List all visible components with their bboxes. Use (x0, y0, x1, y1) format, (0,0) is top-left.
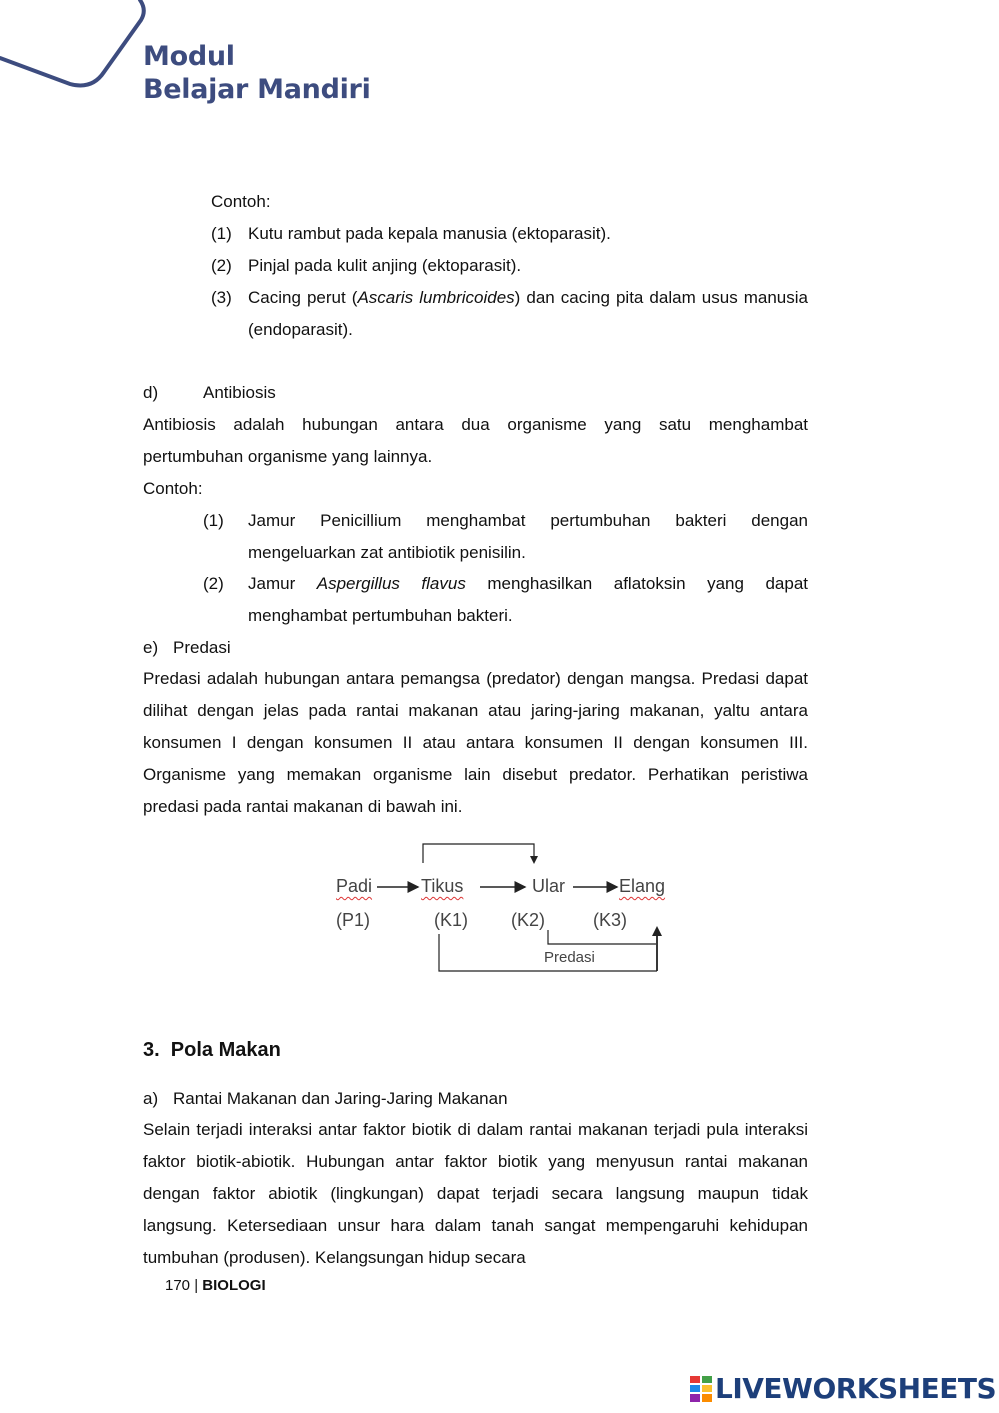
footer-separator: | (194, 1277, 199, 1294)
section-d-title: Antibiosis (203, 383, 276, 402)
liveworksheets-logo-icon (690, 1376, 712, 1402)
list-item-text: Kutu rambut pada kepala manusia (ektoparasit). (248, 224, 611, 243)
predasi-bracket-top (423, 844, 534, 863)
list-item-number: (2) (211, 256, 232, 275)
text-part: Cacing perut ( (248, 288, 358, 307)
level-k2: (K2) (511, 910, 546, 930)
section-3a-letter: a) (143, 1089, 159, 1108)
section-d-letter: d) (143, 383, 159, 402)
text-part: Jamur (248, 574, 317, 593)
organism-elang: Elang (619, 876, 666, 896)
text-part: ) dan cacing pita dalam usus manusia (endoparasit). (248, 288, 808, 339)
subject-name: BIOLOGI (202, 1277, 266, 1294)
page-number: 170 (165, 1277, 191, 1294)
module-title (143, 40, 371, 106)
list-item-text (248, 282, 808, 346)
organism-padi: Padi (336, 876, 373, 896)
list-item-text: Pinjal pada kulit anjing (ektoparasit). (248, 256, 522, 275)
list-item-text (248, 568, 808, 632)
organism-ular: Ular (532, 876, 566, 896)
list-item-number: (1) (203, 511, 224, 530)
section-3-heading: 3. Pola Makan (143, 1039, 281, 1061)
organism-tikus: Tikus (421, 876, 464, 896)
list-item-text: Jamur Penicillium menghambat pertumbuhan bakteri dengan mengeluarkan zat antibiotik penisilin. (248, 511, 808, 562)
level-k3: (K3) (593, 910, 628, 930)
section-e-body: Predasi adalah hubungan antara pemangsa (predator) dengan mangsa. Predasi dapat dilihat dengan jelas pada rantai makanan atau jaring-jaring makanan, yaltu antara konsumen I dengan konsumen II atau antara konsumen II dengan konsumen III. Organisme yang memakan organisme lain disebut predator. Perhatikan peristiwa predasi pada rantai makanan di bawah ini. (143, 669, 808, 816)
section-e-title: Predasi (173, 638, 231, 657)
predasi-bracket-inner (548, 930, 656, 944)
predasi-label: Predasi (544, 949, 595, 966)
section-d-body: Antibiosis adalah hubungan antara dua organisme yang satu menghambat pertumbuhan organisme yang lainnya. (143, 415, 808, 466)
liveworksheets-watermark (690, 1372, 996, 1405)
section-d-examples-label: Contoh: (143, 479, 203, 498)
text-part: menghasilkan aflatoksin yang dapat menghambat pertumbuhan bakteri. (248, 574, 808, 625)
list-item-number: (3) (211, 288, 232, 307)
list-item-number: (2) (203, 574, 224, 593)
species-name: Ascaris lumbricoides (357, 288, 515, 307)
module-title-line2: Belajar Mandiri (143, 74, 371, 105)
section-3a-title: Rantai Makanan dan Jaring-Jaring Makanan (173, 1089, 508, 1108)
level-p1: (P1) (336, 910, 371, 930)
liveworksheets-text: LIVEWORKSHEETS (715, 1372, 997, 1405)
species-name: Aspergillus flavus (316, 574, 466, 593)
level-k1: (K1) (434, 910, 469, 930)
section-e-letter: e) (143, 638, 159, 657)
list-item-number: (1) (211, 224, 232, 243)
examples-label: Contoh: (211, 192, 271, 211)
section-3-body: Selain terjadi interaksi antar faktor biotik di dalam rantai makanan terjadi pula interaksi faktor biotik-abiotik. Hubungan antar faktor biotik yang menyusun rantai makanan dengan faktor abiotik (lingkungan) dapat terjadi secara langsung maupun tidak langsung. Ketersediaan unsur hara dalam tanah sangat mempengaruhi kehidupan tumbuhan (produsen). Kelangsungan hidup secara (143, 1120, 808, 1267)
page-footer (165, 1277, 266, 1294)
module-title-line1: Modul (143, 41, 235, 72)
